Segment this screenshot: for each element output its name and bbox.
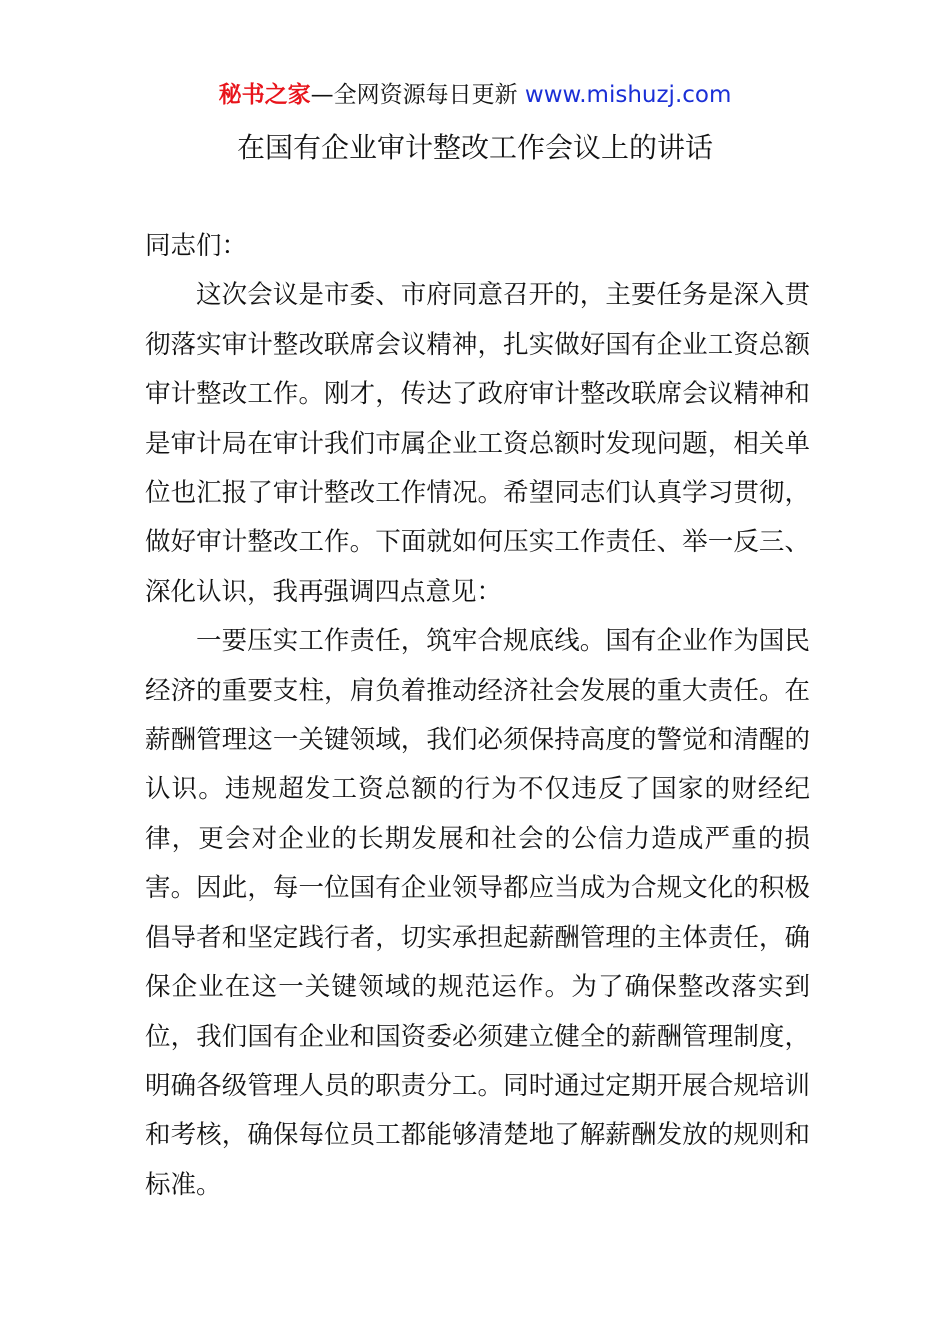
site-url-link[interactable]: www.mishuzj.com	[524, 82, 732, 108]
paragraph-point-one: 一要压实工作责任，筑牢合规底线。国有企业作为国民经济的重要支柱，肩负着推动经济社会发展的重大责任。在薪酬管理这一关键领域，我们必须保持高度的警觉和清醒的认识。违规超发工资总额的行为不仅违反了国家的财经纪律，更会对企业的长期发展和社会的公信力造成严重的损害。因此，每一位国有企业领导都应当成为合规文化的积极倡导者和坚定践行者，切实承担起薪酬管理的主体责任，确保企业在这一关键领域的规范运作。为了确保整改落实到位，我们国有企业和国资委必须建立健全的薪酬管理制度，明确各级管理人员的职责分工。同时通过定期开展合规培训和考核，确保每位员工都能够清楚地了解薪酬发放的规则和标准。	[145, 626, 810, 1200]
salutation: 同志们：	[145, 231, 248, 261]
document-body	[145, 222, 810, 1210]
brand-name: 秘书之家	[218, 82, 311, 108]
paragraph-intro: 这次会议是市委、市府同意召开的，主要任务是深入贯彻落实审计整改联席会议精神，扎实做好国有企业工资总额审计整改工作。刚才，传达了政府审计整改联席会议精神和是审计局在审计我们市属企业工资总额时发现问题，相关单位也汇报了审计整改工作情况。希望同志们认真学习贯彻，做好审计整改工作。下面就如何压实工作责任、举一反三、深化认识，我再强调四点意见：	[145, 280, 810, 607]
site-header	[0, 78, 950, 112]
document-title: 在国有企业审计整改工作会议上的讲话	[236, 131, 713, 164]
header-tagline: —全网资源每日更新	[310, 82, 525, 108]
